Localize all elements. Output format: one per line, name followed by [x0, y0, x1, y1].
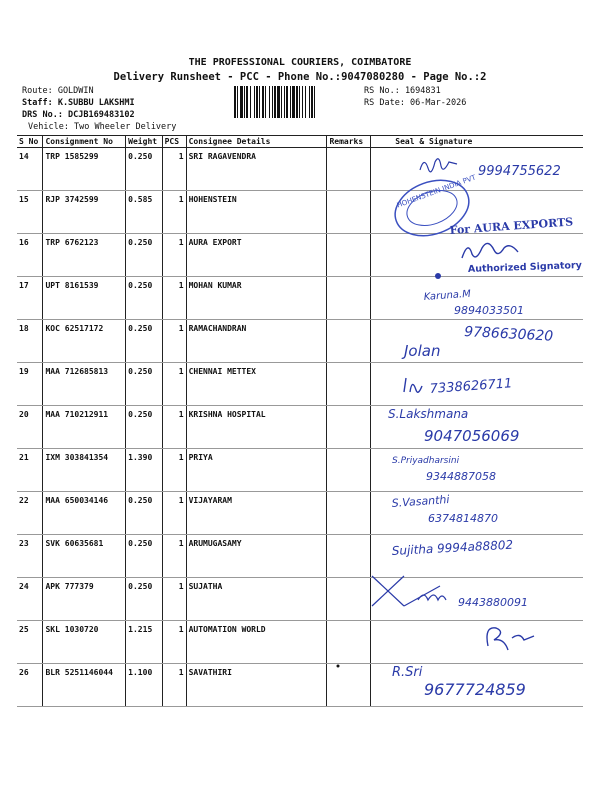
- cell-consignee: AURA EXPORT: [186, 234, 327, 277]
- cell-weight: 0.585: [126, 191, 162, 234]
- cell-signature: [371, 621, 583, 664]
- cell-signature: [371, 492, 583, 535]
- barcode-bar: [299, 86, 300, 118]
- cell-signature: [371, 664, 583, 707]
- cell-consignment: MAA 650034146: [43, 492, 126, 535]
- cell-sno: 24: [17, 578, 43, 621]
- barcode-bar: [281, 86, 282, 118]
- cell-sno: 17: [17, 277, 43, 320]
- table-header-row: [17, 136, 583, 148]
- route-label: Route: GOLDWIN: [22, 86, 94, 96]
- barcode-bar: [240, 86, 243, 118]
- cell-consignee: KRISHNA HOSPITAL: [186, 406, 327, 449]
- cell-consignment: APK 777379: [43, 578, 126, 621]
- cell-remarks: [327, 621, 371, 664]
- cell-signature: [371, 578, 583, 621]
- cell-consignee: SUJATHA: [186, 578, 327, 621]
- cell-signature: [371, 535, 583, 578]
- signature-23: Sujitha 9994a88802: [391, 537, 514, 558]
- cell-weight: 0.250: [126, 234, 162, 277]
- barcode: [234, 86, 360, 118]
- table-row: [17, 320, 583, 363]
- cell-pcs: 1: [162, 234, 186, 277]
- cell-signature: [371, 406, 583, 449]
- barcode-bar: [286, 86, 288, 118]
- barcode-bar: [237, 86, 238, 118]
- cell-remarks: [327, 191, 371, 234]
- cell-remarks: [327, 664, 371, 707]
- cell-consignee: AUTOMATION WORLD: [186, 621, 327, 664]
- cell-remarks: [327, 277, 371, 320]
- signature-phone-22: 6374814870: [428, 512, 498, 525]
- barcode-bar: [272, 86, 273, 118]
- signature-phone-26: 9677724859: [424, 680, 526, 699]
- signature-name-22: S.Vasanthi: [391, 492, 450, 510]
- cell-remarks: [327, 449, 371, 492]
- barcode-bar: [256, 86, 258, 118]
- stamp-text: HOHENSTEIN INDIA PVT: [395, 173, 477, 210]
- cell-pcs: 1: [162, 535, 186, 578]
- drs-label: DRS No.: DCJB169483102: [22, 110, 135, 120]
- barcode-bar: [246, 86, 248, 118]
- barcode-bar: [292, 86, 295, 118]
- cell-weight: 0.250: [126, 363, 162, 406]
- table-row: [17, 664, 583, 707]
- cell-sno: 20: [17, 406, 43, 449]
- cell-consignment: SVK 60635681: [43, 535, 126, 578]
- cell-weight: 0.250: [126, 406, 162, 449]
- cell-remarks: [327, 578, 371, 621]
- cell-signature: [371, 320, 583, 363]
- barcode-bar: [259, 86, 260, 118]
- table-row: [17, 191, 583, 234]
- cell-consignment: TRP 1585299: [43, 148, 126, 191]
- cell-pcs: 1: [162, 492, 186, 535]
- cell-consignee: HOHENSTEIN: [186, 191, 327, 234]
- cell-consignee: ARUMUGASAMY: [186, 535, 327, 578]
- cell-sno: 14: [17, 148, 43, 191]
- table-row: [17, 148, 583, 191]
- cell-consignment: BLR 5251146044: [43, 664, 126, 707]
- barcode-bar: [314, 86, 315, 118]
- signature-name-21: S.Priyadharsini: [392, 456, 460, 466]
- aura-stamp-line2: Authorized Signatory: [467, 260, 583, 275]
- cell-weight: 1.215: [126, 621, 162, 664]
- cell-remarks: [327, 406, 371, 449]
- signature-phone-14: 9994755622: [478, 164, 561, 179]
- barcode-bar: [277, 86, 280, 118]
- signature-phone-18: 9786630620: [463, 324, 554, 345]
- cell-signature: [371, 363, 583, 406]
- vehicle-label: Vehicle: Two Wheeler Delivery: [28, 122, 177, 132]
- cell-pcs: 1: [162, 664, 186, 707]
- cell-consignee: VIJAYARAM: [186, 492, 327, 535]
- barcode-bar: [262, 86, 264, 118]
- cell-weight: 0.250: [126, 148, 162, 191]
- cell-remarks: [327, 234, 371, 277]
- cell-consignment: MAA 710212911: [43, 406, 126, 449]
- signature-phone-20: 9047056069: [424, 427, 520, 445]
- signature-phone-17: 9894033501: [454, 304, 524, 317]
- cell-remarks: [327, 492, 371, 535]
- signature-name-18: Jolan: [404, 342, 441, 360]
- barcode-bar: [234, 86, 236, 118]
- cell-signature: [371, 191, 583, 234]
- cell-sno: 19: [17, 363, 43, 406]
- cell-sno: 16: [17, 234, 43, 277]
- cell-signature: [371, 234, 583, 277]
- cell-sno: 15: [17, 191, 43, 234]
- table-row: [17, 535, 583, 578]
- barcode-bar: [244, 86, 245, 118]
- cell-sno: 23: [17, 535, 43, 578]
- cell-consignment: TRP 6762123: [43, 234, 126, 277]
- signature-phone-19: 7338626711: [429, 376, 513, 397]
- cell-signature: [371, 148, 583, 191]
- cell-sno: 21: [17, 449, 43, 492]
- barcode-bar: [296, 86, 298, 118]
- cell-weight: 0.250: [126, 320, 162, 363]
- cell-consignee: SRI RAGAVENDRA: [186, 148, 327, 191]
- cell-pcs: 1: [162, 191, 186, 234]
- signature-name-26: R.Sri: [392, 665, 423, 680]
- cell-consignment: UPT 8161539: [43, 277, 126, 320]
- cell-remarks: [327, 363, 371, 406]
- cell-weight: 0.250: [126, 277, 162, 320]
- cell-consignee: PRIYA: [186, 449, 327, 492]
- cell-consignment: SKL 1030720: [43, 621, 126, 664]
- cell-sno: 22: [17, 492, 43, 535]
- signature-name-17: Karuna.M: [423, 288, 472, 303]
- table-row: [17, 621, 583, 664]
- col-sno: S No: [17, 136, 43, 148]
- runsheet-table: [17, 135, 583, 707]
- barcode-bar: [250, 86, 251, 118]
- cell-pcs: 1: [162, 277, 186, 320]
- barcode-bar: [254, 86, 255, 118]
- barcode-bar: [274, 86, 276, 118]
- cell-consignment: MAA 712685813: [43, 363, 126, 406]
- table-row: [17, 449, 583, 492]
- barcode-bar: [269, 86, 270, 118]
- cell-signature: [371, 277, 583, 320]
- cell-consignment: IXM 303841354: [43, 449, 126, 492]
- barcode-bar: [284, 86, 285, 118]
- cell-consignee: MOHAN KUMAR: [186, 277, 327, 320]
- col-consignee: Consignee Details: [186, 136, 327, 148]
- cell-sno: 26: [17, 664, 43, 707]
- signature-phone-21: 9344887058: [426, 470, 496, 483]
- signature-phone-24: 9443880091: [458, 596, 528, 609]
- cell-remarks: [327, 535, 371, 578]
- staff-label: Staff: K.SUBBU LAKSHMI: [22, 98, 135, 108]
- signature-name-20: S.Lakshmana: [388, 407, 469, 421]
- cell-consignment: KOC 62517172: [43, 320, 126, 363]
- barcode-bar: [290, 86, 291, 118]
- barcode-bar: [302, 86, 303, 118]
- table-row: [17, 234, 583, 277]
- cell-signature: [371, 449, 583, 492]
- cell-remarks: [327, 320, 371, 363]
- cell-consignee: SAVATHIRI: [186, 664, 327, 707]
- cell-pcs: 1: [162, 621, 186, 664]
- barcode-bar: [309, 86, 310, 118]
- cell-consignee: RAMACHANDRAN: [186, 320, 327, 363]
- cell-weight: 0.250: [126, 492, 162, 535]
- company-title: THE PROFESSIONAL COURIERS, COIMBATORE: [188, 57, 412, 68]
- cell-remarks: [327, 148, 371, 191]
- cell-consignment: RJP 3742599: [43, 191, 126, 234]
- col-weight: Weight: [126, 136, 162, 148]
- cell-weight: 1.100: [126, 664, 162, 707]
- cell-weight: 1.390: [126, 449, 162, 492]
- cell-pcs: 1: [162, 406, 186, 449]
- cell-pcs: 1: [162, 148, 186, 191]
- table-row: [17, 406, 583, 449]
- cell-sno: 18: [17, 320, 43, 363]
- cell-pcs: 1: [162, 449, 186, 492]
- barcode-bar: [305, 86, 306, 118]
- aura-stamp-line1: For AURA EXPORTS: [449, 215, 574, 237]
- col-consignment: Consignment No: [43, 136, 126, 148]
- runsheet-subtitle: Delivery Runsheet - PCC - Phone No.:9047080280 - Page No.:2: [113, 71, 487, 83]
- col-pcs: PCS: [162, 136, 186, 148]
- cell-pcs: 1: [162, 578, 186, 621]
- table-row: [17, 277, 583, 320]
- cell-pcs: 1: [162, 320, 186, 363]
- col-remarks: Remarks: [327, 136, 371, 148]
- cell-weight: 0.250: [126, 578, 162, 621]
- table-row: [17, 363, 583, 406]
- rs-number: RS No.: 1694831: [364, 86, 441, 96]
- cell-sno: 25: [17, 621, 43, 664]
- cell-weight: 0.250: [126, 535, 162, 578]
- barcode-bar: [265, 86, 266, 118]
- cell-consignee: CHENNAI METTEX: [186, 363, 327, 406]
- table-row: [17, 492, 583, 535]
- table-row: [17, 578, 583, 621]
- barcode-bar: [311, 86, 313, 118]
- col-signature: Seal & Signature: [371, 136, 583, 148]
- cell-pcs: 1: [162, 363, 186, 406]
- rs-date: RS Date: 06-Mar-2026: [364, 98, 467, 108]
